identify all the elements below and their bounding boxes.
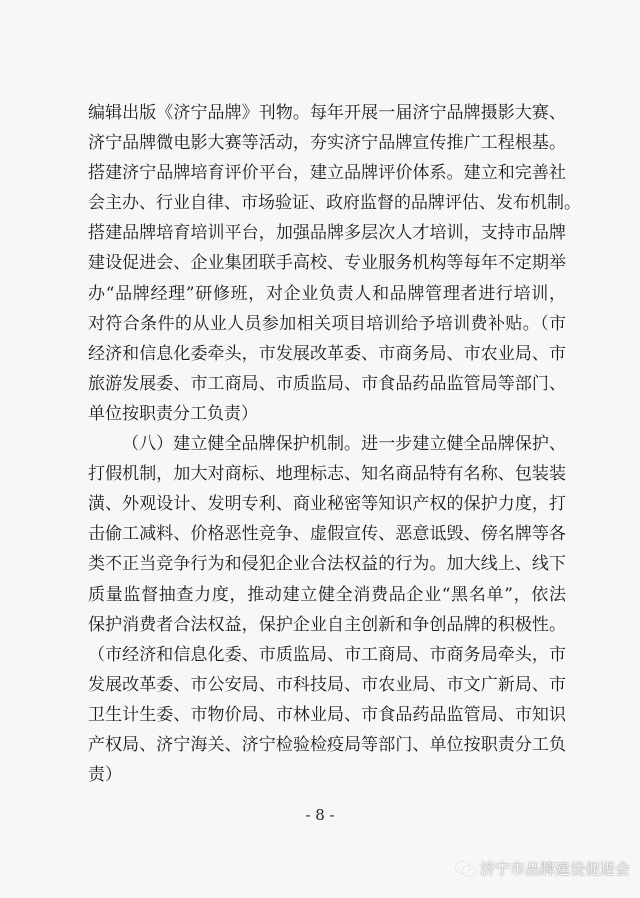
text-line: 对符合条件的从业人员参加相关项目培训给予培训费补贴。（市	[88, 313, 566, 334]
document-body	[88, 98, 581, 790]
text-line: 单位按职责分工负责）	[88, 403, 258, 424]
text-line: 发展改革委、市公安局、市科技局、市农业局、市文广新局、市	[88, 674, 566, 695]
text-line: 建设促进会、企业集团联手高校、专业服务机构等每年不定期举	[88, 253, 566, 274]
text-line: 卫生计生委、市物价局、市林业局、市食品药品监管局、市知识	[88, 704, 566, 725]
text-line: 击偷工减料、价格恶性竞争、虚假宣传、恶意诋毁、傍名牌等各	[88, 524, 566, 545]
watermark	[456, 858, 630, 879]
text-line: 质量监督抽查力度，推动建立健全消费品企业“黑名单”，依法	[88, 584, 566, 605]
text-line: 责）	[88, 765, 122, 786]
text-line: 办“品牌经理”研修班，对企业负责人和品牌管理者进行培训，	[88, 283, 566, 304]
text-line: 类不正当竞争行为和侵犯企业合法权益的行为。加大线上、线下	[88, 554, 566, 575]
text-line: 产权局、济宁海关、济宁检验检疫局等部门、单位按职责分工负	[88, 734, 566, 755]
text-line: 保护消费者合法权益，保护企业自主创新和争创品牌的积极性。	[88, 614, 566, 635]
text-line: 打假机制，加大对商标、地理标志、知名商品特有名称、包装装	[88, 464, 566, 485]
text-line: 搭建品牌培育培训平台，加强品牌多层次人才培训，支持市品牌	[88, 223, 566, 244]
section-heading-line: （八）建立健全品牌保护机制。进一步建立健全品牌保护、	[122, 434, 566, 455]
text-line: （市经济和信息化委、市质监局、市工商局、市商务局牵头，市	[88, 644, 566, 665]
text-line: 会主办、行业自律、市场验证、政府监督的品牌评估、发布机制。	[88, 193, 581, 214]
page-number: - 8 -	[305, 806, 335, 824]
text-line: 搭建济宁品牌培育评价平台，建立品牌评价体系。建立和完善社	[88, 163, 566, 184]
text-line: 经济和信息化委牵头，市发展改革委、市商务局、市农业局、市	[88, 343, 566, 364]
text-line: 潢、外观设计、发明专利、商业秘密等知识产权的保护力度，打	[88, 494, 566, 515]
wechat-icon	[456, 860, 476, 878]
text-line: 济宁品牌微电影大赛等活动，夯实济宁品牌宣传推广工程根基。	[88, 133, 566, 154]
watermark-text: 济宁市品牌建设促进会	[479, 860, 630, 878]
text-line: 旅游发展委、市工商局、市质监局、市食品药品监管局等部门、	[88, 373, 566, 394]
text-line: 编辑出版《济宁品牌》刊物。每年开展一届济宁品牌摄影大赛、	[88, 103, 566, 123]
